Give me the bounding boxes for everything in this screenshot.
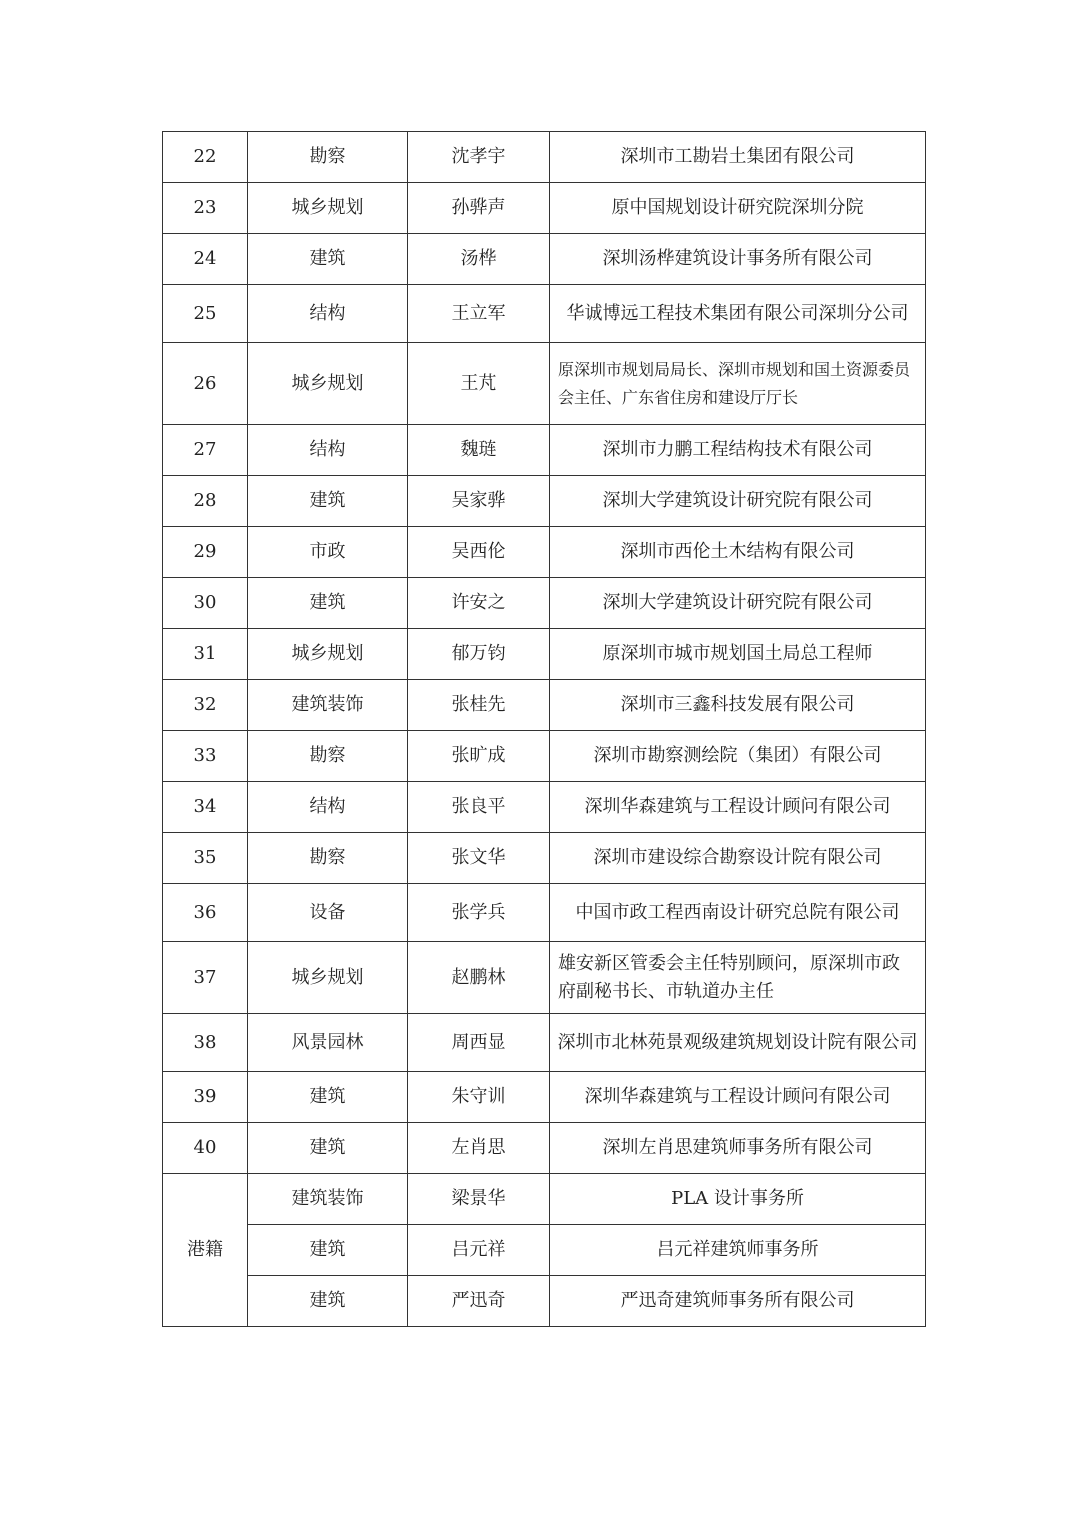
row-number: 31 <box>163 629 248 680</box>
row-name: 魏琏 <box>408 425 550 476</box>
row-number: 36 <box>163 884 248 942</box>
table-row <box>163 942 926 1014</box>
hk-group-label: 港籍 <box>163 1174 248 1327</box>
row-name: 左肖思 <box>408 1123 550 1174</box>
table-row <box>163 476 926 527</box>
row-organization: 深圳市西伦土木结构有限公司 <box>550 527 926 578</box>
table-row-hk <box>163 1276 926 1327</box>
table-row <box>163 833 926 884</box>
row-name: 郁万钧 <box>408 629 550 680</box>
row-field: 结构 <box>248 782 408 833</box>
row-name: 吕元祥 <box>408 1225 550 1276</box>
row-organization: 深圳大学建筑设计研究院有限公司 <box>550 476 926 527</box>
row-number: 29 <box>163 527 248 578</box>
table-row <box>163 1072 926 1123</box>
row-number: 25 <box>163 285 248 343</box>
row-field: 结构 <box>248 425 408 476</box>
row-number: 30 <box>163 578 248 629</box>
row-field: 勘察 <box>248 833 408 884</box>
row-field: 风景园林 <box>248 1014 408 1072</box>
row-field: 建筑 <box>248 1123 408 1174</box>
table-row <box>163 680 926 731</box>
row-name: 张良平 <box>408 782 550 833</box>
row-field: 建筑 <box>248 1225 408 1276</box>
row-field: 城乡规划 <box>248 942 408 1014</box>
row-organization: PLA 设计事务所 <box>550 1174 926 1225</box>
row-field: 建筑 <box>248 234 408 285</box>
row-number: 34 <box>163 782 248 833</box>
row-name: 朱守训 <box>408 1072 550 1123</box>
row-organization: 深圳大学建筑设计研究院有限公司 <box>550 578 926 629</box>
row-organization: 深圳华森建筑与工程设计顾问有限公司 <box>550 782 926 833</box>
row-organization: 华诚博远工程技术集团有限公司深圳分公司 <box>550 285 926 343</box>
row-name: 吴西伦 <box>408 527 550 578</box>
row-number: 28 <box>163 476 248 527</box>
row-name: 王芃 <box>408 343 550 425</box>
row-number: 32 <box>163 680 248 731</box>
row-organization: 深圳市北林苑景观级建筑规划设计院有限公司 <box>550 1014 926 1072</box>
table-row <box>163 731 926 782</box>
experts-table <box>162 131 926 1327</box>
row-name: 王立军 <box>408 285 550 343</box>
table-row <box>163 1014 926 1072</box>
row-name: 张文华 <box>408 833 550 884</box>
table-row <box>163 782 926 833</box>
row-number: 27 <box>163 425 248 476</box>
table-row-hk <box>163 1225 926 1276</box>
row-field: 勘察 <box>248 731 408 782</box>
row-number: 22 <box>163 132 248 183</box>
row-name: 沈孝宇 <box>408 132 550 183</box>
row-organization: 深圳市建设综合勘察设计院有限公司 <box>550 833 926 884</box>
table-row <box>163 183 926 234</box>
row-name: 张学兵 <box>408 884 550 942</box>
row-name: 严迅奇 <box>408 1276 550 1327</box>
table-row <box>163 234 926 285</box>
row-field: 建筑装饰 <box>248 1174 408 1225</box>
row-name: 梁景华 <box>408 1174 550 1225</box>
row-organization: 雄安新区管委会主任特别顾问，原深圳市政府副秘书长、市轨道办主任 <box>550 942 926 1014</box>
row-organization: 原深圳市规划局局长、深圳市规划和国土资源委员会主任、广东省住房和建设厅厅长 <box>550 343 926 425</box>
row-organization: 原深圳市城市规划国土局总工程师 <box>550 629 926 680</box>
row-field: 建筑 <box>248 1276 408 1327</box>
row-field: 城乡规划 <box>248 343 408 425</box>
row-organization: 原中国规划设计研究院深圳分院 <box>550 183 926 234</box>
row-name: 孙骅声 <box>408 183 550 234</box>
table-row <box>163 884 926 942</box>
row-organization: 吕元祥建筑师事务所 <box>550 1225 926 1276</box>
row-organization: 深圳左肖思建筑师事务所有限公司 <box>550 1123 926 1174</box>
row-number: 38 <box>163 1014 248 1072</box>
row-number: 24 <box>163 234 248 285</box>
row-organization: 深圳市勘察测绘院（集团）有限公司 <box>550 731 926 782</box>
table-row <box>163 629 926 680</box>
table-row <box>163 527 926 578</box>
row-number: 26 <box>163 343 248 425</box>
table-row <box>163 425 926 476</box>
row-organization: 中国市政工程西南设计研究总院有限公司 <box>550 884 926 942</box>
row-number: 35 <box>163 833 248 884</box>
table-row <box>163 578 926 629</box>
row-number: 37 <box>163 942 248 1014</box>
row-name: 汤桦 <box>408 234 550 285</box>
row-organization: 严迅奇建筑师事务所有限公司 <box>550 1276 926 1327</box>
row-field: 城乡规划 <box>248 183 408 234</box>
row-field: 市政 <box>248 527 408 578</box>
row-organization: 深圳汤桦建筑设计事务所有限公司 <box>550 234 926 285</box>
row-organization: 深圳市工勘岩土集团有限公司 <box>550 132 926 183</box>
table-row <box>163 1123 926 1174</box>
row-number: 40 <box>163 1123 248 1174</box>
row-field: 城乡规划 <box>248 629 408 680</box>
row-name: 吴家骅 <box>408 476 550 527</box>
row-name: 赵鹏林 <box>408 942 550 1014</box>
table-row <box>163 132 926 183</box>
row-organization: 深圳市三鑫科技发展有限公司 <box>550 680 926 731</box>
row-field: 建筑 <box>248 578 408 629</box>
table-row <box>163 285 926 343</box>
row-field: 建筑 <box>248 476 408 527</box>
row-field: 结构 <box>248 285 408 343</box>
row-organization: 深圳华森建筑与工程设计顾问有限公司 <box>550 1072 926 1123</box>
table-row-hk <box>163 1174 926 1225</box>
row-field: 设备 <box>248 884 408 942</box>
row-name: 张桂先 <box>408 680 550 731</box>
row-number: 39 <box>163 1072 248 1123</box>
row-number: 23 <box>163 183 248 234</box>
row-field: 建筑装饰 <box>248 680 408 731</box>
row-number: 33 <box>163 731 248 782</box>
table-row <box>163 343 926 425</box>
row-name: 周西显 <box>408 1014 550 1072</box>
row-name: 许安之 <box>408 578 550 629</box>
row-field: 建筑 <box>248 1072 408 1123</box>
row-name: 张旷成 <box>408 731 550 782</box>
row-organization: 深圳市力鹏工程结构技术有限公司 <box>550 425 926 476</box>
row-field: 勘察 <box>248 132 408 183</box>
